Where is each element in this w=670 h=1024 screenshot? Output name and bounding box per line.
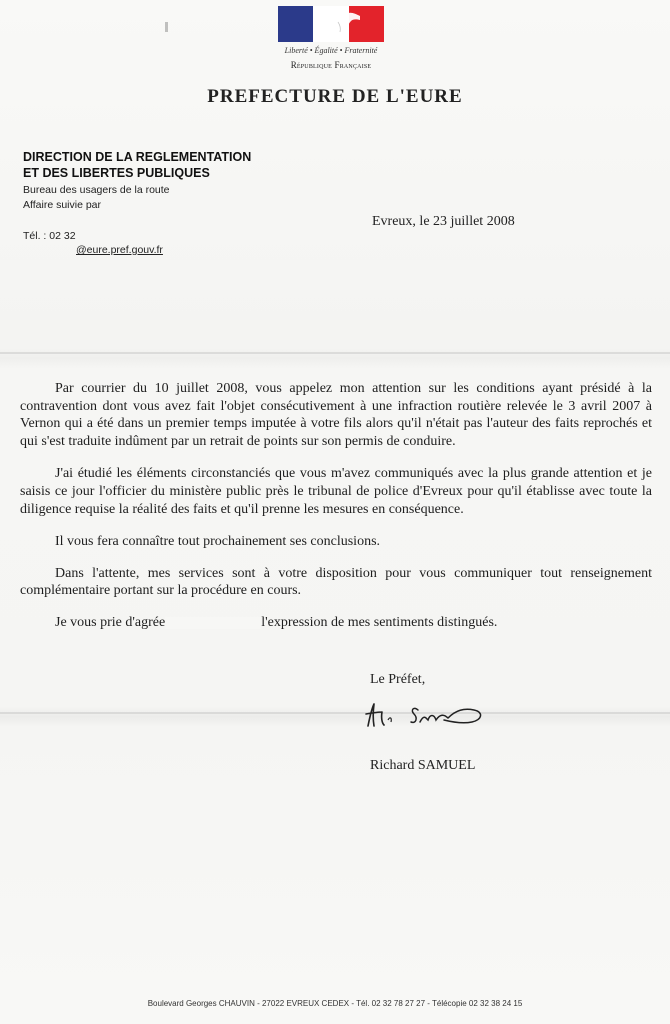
marianne-logo [277, 6, 385, 72]
closing-formula-end: l'expression de mes sentiments distingués. [261, 614, 498, 630]
closing-formula-start: Je vous prie d'agrée [55, 614, 166, 630]
handwritten-signature [356, 696, 496, 741]
paragraph-3: Il vous fera connaître tout prochainement ses conclusions. [55, 534, 381, 550]
letter-date: Evreux, le 23 juillet 2008 [372, 214, 515, 229]
direction-line-1: DIRECTION DE LA REGLEMENTATION [23, 150, 252, 164]
paragraph-5 [20, 614, 652, 632]
prefecture-title: PREFECTURE DE L'EURE [207, 86, 463, 107]
direction-heading [23, 149, 251, 181]
redacted-area [165, 617, 261, 629]
footer-address: Boulevard Georges CHAUVIN - 27022 EVREUX CEDEX - Tél. 02 32 78 27 27 - Télécopie 02 32 38 24 15 [147, 999, 523, 1008]
letter-body [20, 380, 652, 632]
bureau-name: Bureau des usagers de la route [23, 184, 170, 196]
paper-speck [165, 22, 168, 32]
republic-motto: Liberté • Égalité • Fraternité [284, 46, 378, 55]
direction-line-2: ET DES LIBERTES PUBLIQUES [23, 166, 210, 180]
paragraph-1: Par courrier du 10 juillet 2008, vous appelez mon attention sur les conditions ayant présidé à la contravention dont vous avez fait l'objet consécutivement à une infraction routière relevée le 3 avril 2007 à Vernon qui a été dans un premier temps imputée à votre fils alors qu'il n'était pas l'auteur des faits reprochés et qui s'est traduite indûment par un retrait de points sur son permis de conduire. [20, 381, 652, 449]
marianne-profile-icon [326, 8, 362, 40]
paper-fold [0, 712, 670, 714]
paragraph-4: Dans l'attente, mes services sont à votre disposition pour vous communiquer tout renseignement complémentaire portant sur la procédure en cours. [20, 565, 652, 599]
signatory-name: Richard SAMUEL [370, 758, 476, 773]
affaire-suivie: Affaire suivie par [23, 199, 102, 211]
paper-fold [0, 352, 670, 354]
paragraph-2: J'ai étudié les éléments circonstanciés que vous m'avez communiqués avec la plus grande attention et je saisis ce jour l'officier du ministère public près le tribunal de police d'Evreux pour qu'il établisse avec toute la diligence requise la réalité des faits et qu'il prenne les mesures en conséquence. [20, 466, 652, 517]
signatory-title: Le Préfet, [370, 672, 426, 687]
republic-name: République Française [290, 60, 372, 70]
email-address: @eure.pref.gouv.fr [76, 244, 163, 256]
telephone: Tél. : 02 32 [23, 230, 76, 242]
tricolor-flag [278, 6, 384, 42]
bureau-block [23, 183, 170, 213]
